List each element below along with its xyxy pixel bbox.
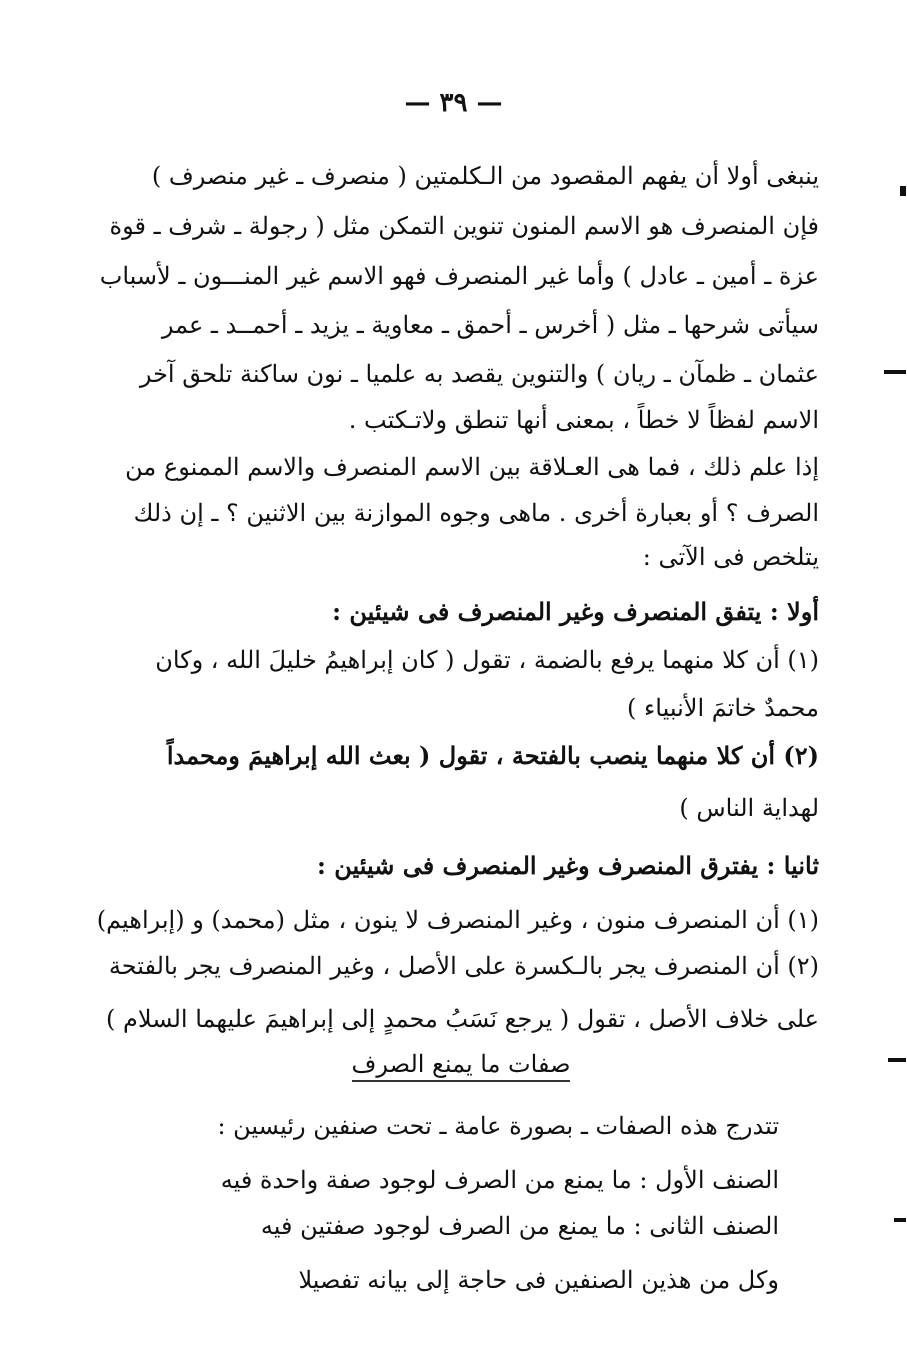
text-line-1: ينبغى أولا أن يفهم المقصود من الـكلمتين ( منصرف ـ غير منصرف ) xyxy=(151,162,819,190)
text-line-8: الصرف ؟ أو بعبارة أخرى . ماهى وجوه الموازنة بين الاثنين ؟ ـ إن ذلك xyxy=(133,499,819,527)
text-line-4: سيأتى شرحها ـ مثل ( أخرس ـ أحمق ـ معاوية ـ يزيد ـ أحمــد ـ عمر xyxy=(161,311,819,339)
section-title xyxy=(103,1044,819,1084)
text-line-5: عثمان ـ ظمآن ـ ريان ) والتنوين يقصد به علميا ـ نون ساكنة تلحق آخر xyxy=(139,360,819,388)
text-line-21: الصنف الأول : ما يمنع من الصرف لوجود صفة واحدة فيه xyxy=(220,1166,779,1194)
text-line-17: (٢) أن المنصرف يجر بالـكسرة على الأصل ، وغير المنصرف يجر بالفتحة xyxy=(108,952,819,980)
text-line-11: (١) أن كلا منهما يرفع بالضمة ، تقول ( كان إبراهيمُ خليلَ الله ، وكان xyxy=(155,646,819,674)
text-line-12: محمدٌ خاتمَ الأنبياء ) xyxy=(627,694,819,722)
text-line-7: إذا علم ذلك ، فما هى العـلاقة بين الاسم المنصرف والاسم الممنوع من xyxy=(125,453,819,481)
section-heading-second: ثانيا : يفترق المنصرف وغير المنصرف فى شيئين : xyxy=(317,851,819,880)
text-line-14: لهداية الناس ) xyxy=(679,794,819,822)
section-heading-first: أولا : يتفق المنصرف وغير المنصرف فى شيئين : xyxy=(332,597,819,626)
text-line-9: يتلخص فى الآتى : xyxy=(642,543,819,571)
text-line-18: على خلاف الأصل ، تقول ( يرجع نَسَبُ محمدٍ إلى إبراهيمَ عليهما السلام ) xyxy=(106,1005,819,1033)
margin-mark xyxy=(884,370,906,374)
text-line-16: (١) أن المنصرف منون ، وغير المنصرف لا ينون ، مثل (محمد) و (إبراهيم) xyxy=(96,906,819,934)
page-number: — ٣٩ — xyxy=(404,88,503,118)
margin-mark xyxy=(900,186,906,196)
text-line-2: فإن المنصرف هو الاسم المنون تنوين التمكن مثل ( رجولة ـ شرف ـ قوة xyxy=(109,212,819,240)
text-line-3: عزة ـ أمين ـ عادل ) وأما غير المنصرف فهو الاسم غير المنـــون ـ لأسباب xyxy=(99,262,819,290)
text-line-23: وكل من هذين الصنفين فى حاجة إلى بيانه تفصيلا xyxy=(298,1266,779,1294)
text-line-20: تتدرج هذه الصفات ـ بصورة عامة ـ تحت صنفين رئيسين : xyxy=(217,1112,779,1140)
section-title-text: صفات ما يمنع الصرف xyxy=(352,1050,571,1082)
margin-mark xyxy=(894,1218,906,1222)
text-line-6: الاسم لفظاً لا خطاً ، بمعنى أنها تنطق ولاتـكتب . xyxy=(348,406,819,434)
margin-mark xyxy=(888,1058,906,1062)
text-line-22: الصنف الثانى : ما يمنع من الصرف لوجود صفتين فيه xyxy=(260,1212,779,1240)
text-line-13: (٢) أن كلا منهما ينصب بالفتحة ، تقول ( بعث الله إبراهيمَ ومحمداً xyxy=(166,741,819,770)
